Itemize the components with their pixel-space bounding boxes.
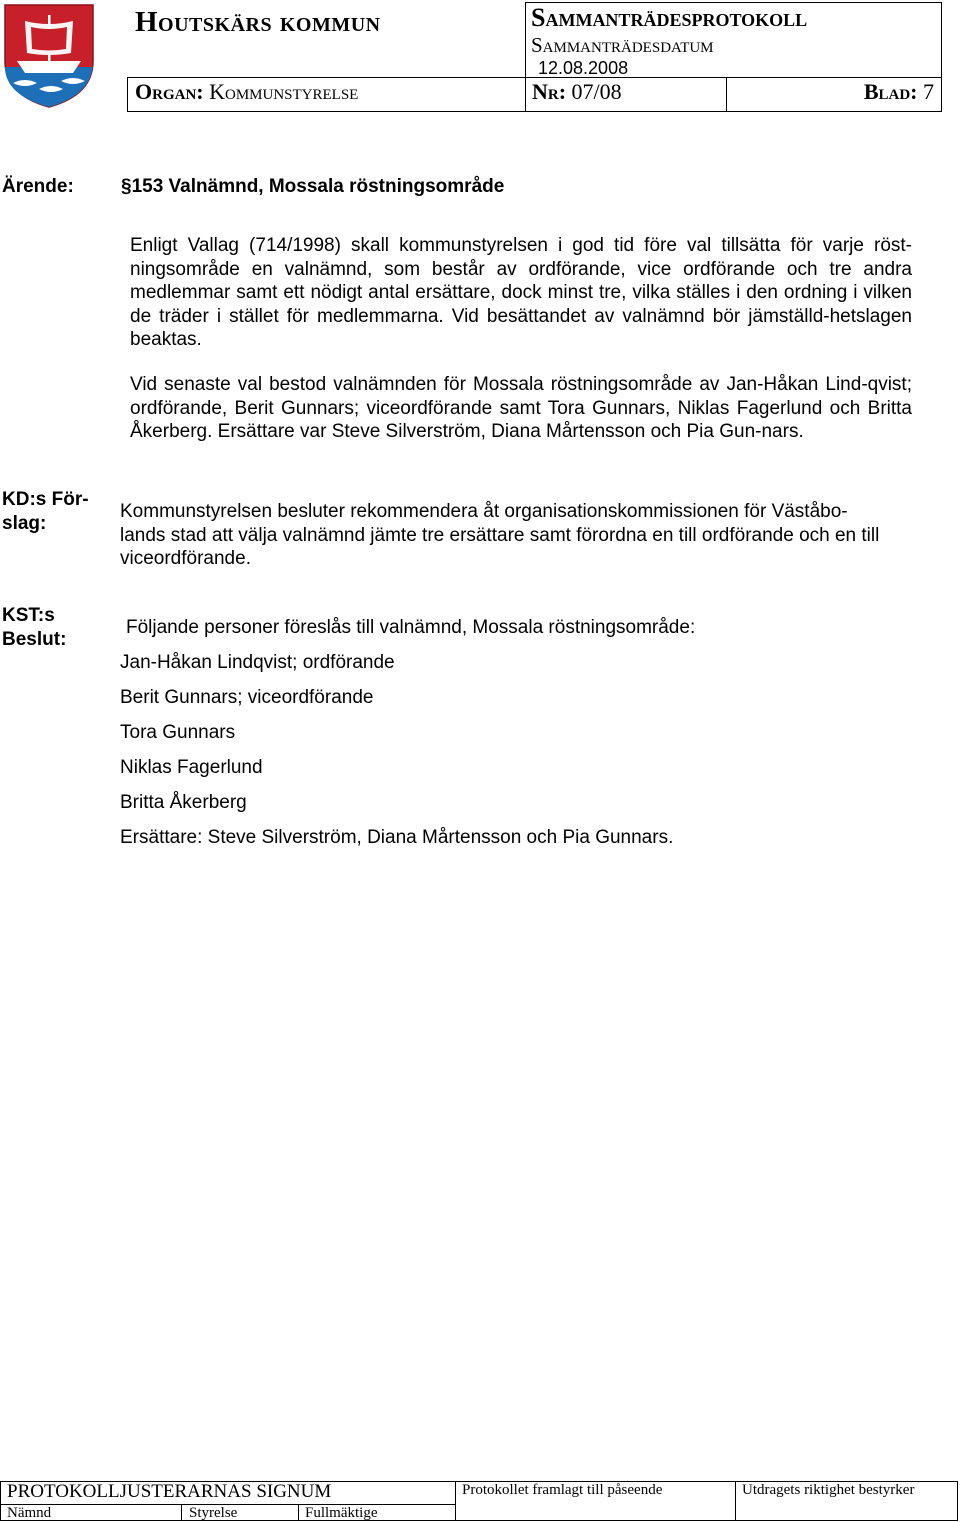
organ-field bbox=[135, 79, 358, 105]
kst-beslut-intro: Följande personer föreslås till valnämnd, Mossala röstningsområde: bbox=[126, 617, 696, 638]
list-item: Jan-Håkan Lindqvist; ordförande bbox=[120, 652, 395, 673]
footer-column-styrelse: Styrelse bbox=[189, 1505, 238, 1521]
blad-label: Blad: bbox=[863, 79, 918, 104]
municipality-name: Houtskärs kommun bbox=[135, 6, 381, 38]
list-item: Ersättare: Steve Silverström, Diana Mårtensson och Pia Gunnars. bbox=[120, 827, 674, 848]
arende-label: Ärende: bbox=[2, 176, 74, 197]
footer-column-divider bbox=[298, 1504, 299, 1521]
nr-field bbox=[532, 79, 622, 105]
nr-label: Nr: bbox=[532, 79, 567, 104]
meeting-date-value: 12.08.2008 bbox=[538, 58, 629, 78]
organ-value: Kommunstyrelse bbox=[209, 79, 359, 104]
document-type: Sammanträdesprotokoll bbox=[531, 3, 808, 32]
blad-field bbox=[864, 79, 934, 105]
kd-forslag-label: KD:s För-slag: bbox=[2, 489, 89, 534]
footer-signum-title: PROTOKOLLJUSTERARNAS SIGNUM bbox=[7, 1481, 332, 1502]
list-item: Britta Åkerberg bbox=[120, 792, 247, 813]
footer-framlagt-text: Protokollet framlagt till påseende bbox=[462, 1482, 663, 1498]
kst-beslut-label: KST:s Beslut: bbox=[2, 605, 67, 650]
footer-riktighet-text: Utdragets riktighet bestyrker bbox=[742, 1482, 915, 1498]
organ-label: Organ: bbox=[135, 79, 204, 104]
nr-value: 07/08 bbox=[571, 79, 622, 104]
footer-column-fullmaktige: Fullmäktige bbox=[305, 1505, 378, 1521]
footer-column-namnd: Nämnd bbox=[7, 1505, 52, 1521]
meeting-date-label: Sammanträdesdatum bbox=[531, 33, 714, 57]
blad-value: 7 bbox=[923, 79, 934, 104]
body-paragraph-1: Enligt Vallag (714/1998) skall kommunstyrelsen i god tid före val tillsätta för varje röst-ningsområde en valnämnd, som består av ordförande, vice ordförande och tre andra medlemmar samt ett nödigt antal ersättare, dock minst tre, vilka ställes i den ordning i vilken de träder i stället för medlemmarna. Vid besättandet av valnämnd bör jämställd-hetslagen beaktas. bbox=[130, 235, 912, 350]
footer-column-divider bbox=[181, 1504, 182, 1521]
list-item: Berit Gunnars; viceordförande bbox=[120, 687, 374, 708]
list-item: Niklas Fagerlund bbox=[120, 757, 263, 778]
list-item: Tora Gunnars bbox=[120, 722, 236, 743]
body-paragraph-2: Vid senaste val bestod valnämnden för Mossala röstningsområde av Jan-Håkan Lind-qvist; ordförande, Berit Gunnars; viceordförande samt Tora Gunnars, Niklas Fagerlund och Britta Åkerberg. Ersättare var Steve Silverström, Diana Mårtensson och Pia Gun-nars. bbox=[130, 374, 912, 442]
arende-title: §153 Valnämnd, Mossala röstningsområde bbox=[121, 176, 505, 197]
municipality-crest-logo bbox=[3, 3, 95, 109]
kd-forslag-text: Kommunstyrelsen besluter rekommendera åt organisationskommissionen för Väståbo-lands stad att välja valnämnd jämte tre ersättare samt förordna en till ordförande och en till viceordförande. bbox=[120, 501, 880, 569]
